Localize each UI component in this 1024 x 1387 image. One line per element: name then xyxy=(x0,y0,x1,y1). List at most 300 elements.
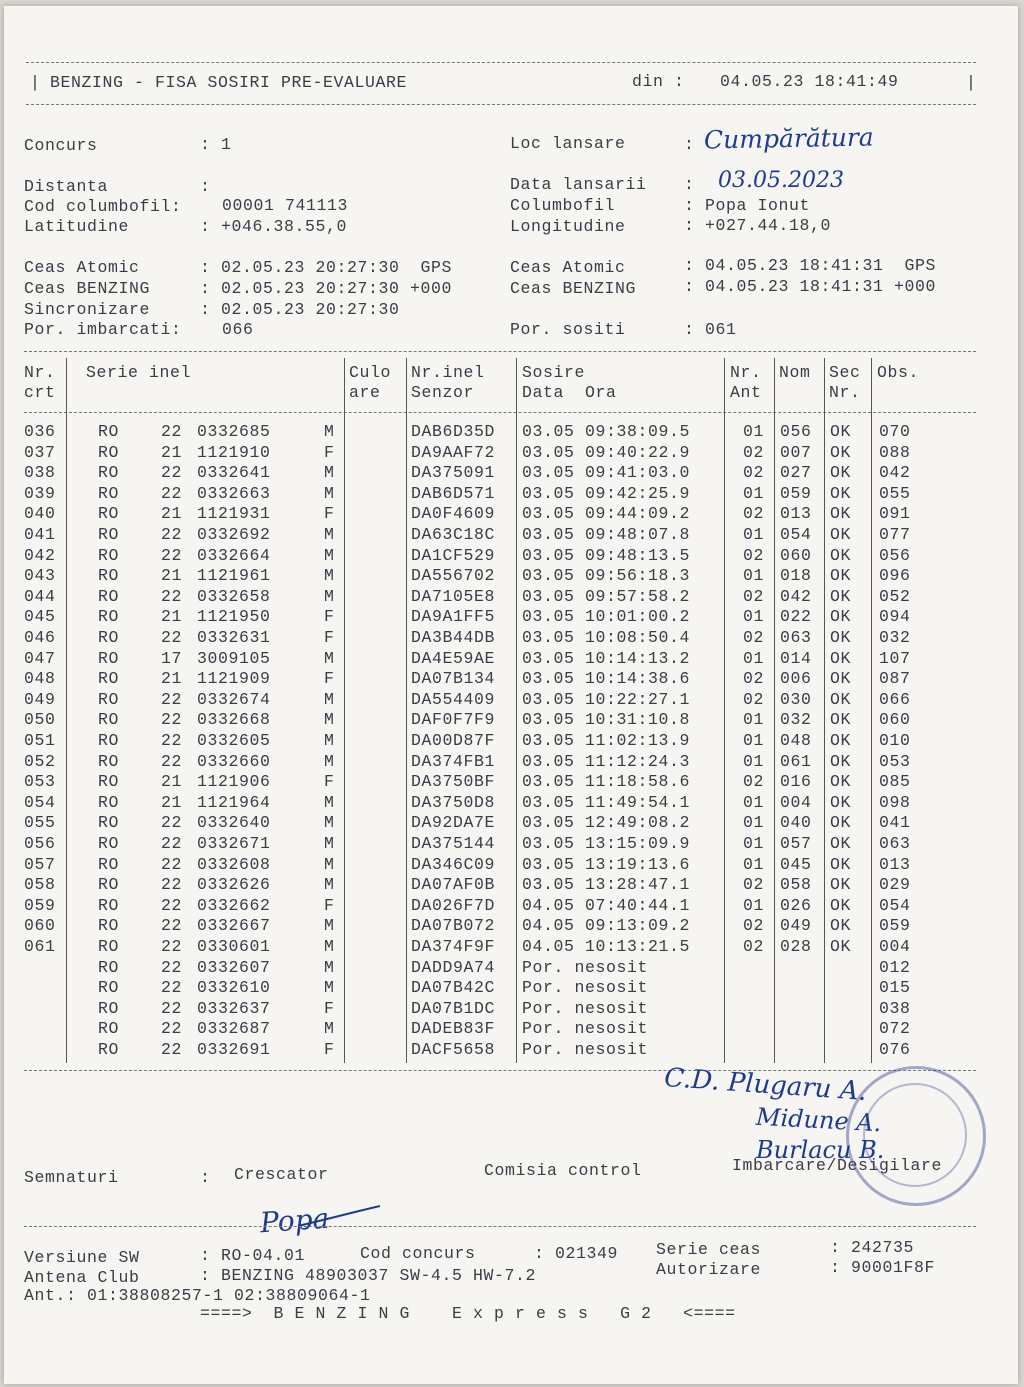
row-ring-number: 0332691 xyxy=(197,1040,271,1059)
row-ring-number: 0332674 xyxy=(197,689,271,709)
row-sensor-id: DA554409 xyxy=(411,689,496,709)
row-arrival-time: 03.05 13:28:47.1 xyxy=(522,875,691,895)
row-nr-crt: 036 xyxy=(24,422,56,441)
row-ring-number: 0332608 xyxy=(197,854,271,874)
row-arrival-time: 03.05 09:48:13.5 xyxy=(522,545,691,565)
row-obs: 060 xyxy=(879,710,911,730)
row-antenna: 02 xyxy=(743,545,765,565)
row-sex: F xyxy=(324,628,335,647)
row-nom: 018 xyxy=(780,566,812,586)
table-row xyxy=(4,525,1018,546)
row-nr-crt: 039 xyxy=(24,483,56,503)
row-obs: 038 xyxy=(879,998,911,1018)
table-row xyxy=(4,710,1018,731)
row-ring-number: 0332607 xyxy=(197,957,271,977)
row-sensor-id: DA9AAF72 xyxy=(411,442,496,462)
data-lansarii-handwritten: 03.05.2023 xyxy=(718,168,844,193)
row-security: OK xyxy=(830,442,852,462)
row-obs: 096 xyxy=(879,566,911,586)
longitudine-label: Longitudine xyxy=(510,217,626,236)
row-sex: M xyxy=(324,1019,335,1039)
row-obs: 088 xyxy=(879,442,911,462)
row-antenna: 01 xyxy=(743,483,765,503)
row-ring-number: 1121931 xyxy=(197,504,271,524)
row-nom: 054 xyxy=(780,525,812,544)
row-country: RO xyxy=(98,937,120,956)
row-arrival-time: 03.05 09:38:09.5 xyxy=(522,422,691,441)
row-nr-crt: 057 xyxy=(24,854,56,874)
row-sex: M xyxy=(324,586,335,606)
table-top-rule xyxy=(24,351,976,352)
row-security: OK xyxy=(830,916,852,936)
row-country: RO xyxy=(98,525,120,544)
row-ring-number: 0332668 xyxy=(197,710,271,730)
row-arrival-time: 03.05 11:02:13.9 xyxy=(522,731,691,750)
row-antenna: 02 xyxy=(743,916,765,936)
row-obs: 091 xyxy=(879,504,911,524)
row-ring-number: 1121910 xyxy=(197,442,271,462)
row-obs: 059 xyxy=(879,916,911,936)
table-row xyxy=(4,937,1018,958)
th-data-ora: Data Ora xyxy=(522,383,617,402)
row-year: 21 xyxy=(161,792,183,812)
row-nr-crt: 051 xyxy=(24,731,56,750)
row-obs: 029 xyxy=(879,875,911,895)
row-sensor-id: DA026F7D xyxy=(411,895,496,915)
table-row xyxy=(4,628,1018,649)
antenna-serials: Ant.: 01:38808257-1 02:38809064-1 xyxy=(24,1286,371,1305)
row-nr-crt: 045 xyxy=(24,607,56,627)
row-ring-number: 3009105 xyxy=(197,648,271,668)
row-sensor-id: DA63C18C xyxy=(411,525,496,544)
row-sex: M xyxy=(324,731,335,750)
row-nr-crt: 046 xyxy=(24,628,56,647)
row-ring-number: 0330601 xyxy=(197,937,271,956)
table-row xyxy=(4,793,1018,814)
row-year: 22 xyxy=(161,1019,183,1039)
table-row xyxy=(4,649,1018,670)
row-antenna: 01 xyxy=(743,422,765,441)
table-bottom-rule xyxy=(24,1070,976,1071)
row-country: RO xyxy=(98,586,120,606)
row-sensor-id: DA07B072 xyxy=(411,916,496,936)
table-row xyxy=(4,484,1018,505)
row-obs: 053 xyxy=(879,751,911,771)
row-year: 22 xyxy=(161,978,183,998)
header-bottom-rule xyxy=(26,104,976,105)
row-ring-number: 0332662 xyxy=(197,895,271,915)
distanta-value: : xyxy=(200,177,211,196)
row-year: 17 xyxy=(161,648,183,668)
row-security: OK xyxy=(830,463,852,483)
row-country: RO xyxy=(98,731,120,750)
row-arrival-time: 03.05 10:14:13.2 xyxy=(522,648,691,668)
th-nr-inel: Nr.inel xyxy=(411,363,485,382)
row-year: 22 xyxy=(161,813,183,833)
row-antenna: 01 xyxy=(743,648,765,668)
footer-top-rule xyxy=(24,1226,976,1227)
row-country: RO xyxy=(98,669,120,689)
row-sex: M xyxy=(324,689,335,709)
row-sex: M xyxy=(324,648,335,668)
row-obs: 072 xyxy=(879,1019,911,1039)
row-obs: 042 xyxy=(879,463,911,483)
row-nom: 060 xyxy=(780,545,812,565)
row-country: RO xyxy=(98,792,120,812)
row-sex: F xyxy=(324,895,335,915)
th-are: are xyxy=(349,383,381,402)
row-country: RO xyxy=(98,463,120,483)
row-year: 22 xyxy=(161,422,183,441)
row-nr-crt: 050 xyxy=(24,710,56,730)
porumbei-imbarcati-label: Por. imbarcati: xyxy=(24,320,182,339)
table-row xyxy=(4,504,1018,525)
row-ring-number: 0332641 xyxy=(197,463,271,483)
imbarcare-desigilare-label: Imbarcare/Desigilare xyxy=(732,1156,943,1175)
row-nom: 056 xyxy=(780,422,812,441)
row-country: RO xyxy=(98,834,120,853)
row-nom: 048 xyxy=(780,731,812,750)
row-sensor-id: DA0F4609 xyxy=(411,504,496,524)
row-sensor-id: DAF0F7F9 xyxy=(411,710,496,730)
row-antenna: 02 xyxy=(743,937,765,956)
row-year: 21 xyxy=(161,772,183,792)
row-arrival-time: 03.05 11:12:24.3 xyxy=(522,751,691,771)
row-nr-crt: 061 xyxy=(24,937,56,956)
row-year: 22 xyxy=(161,586,183,606)
th-nr: Nr. xyxy=(24,363,56,382)
table-row xyxy=(4,772,1018,793)
row-year: 22 xyxy=(161,854,183,874)
ceas-atomic-start-label: Ceas Atomic xyxy=(24,258,140,277)
table-row xyxy=(4,916,1018,937)
row-antenna: 01 xyxy=(743,525,765,544)
porumbei-imbarcati-value: 066 xyxy=(222,320,254,339)
row-antenna: 02 xyxy=(743,463,765,483)
commission-signature-1: C.D. Plugaru A. xyxy=(663,1062,868,1108)
row-sex: F xyxy=(324,998,335,1018)
row-sex: M xyxy=(324,483,335,503)
latitudine-label: Latitudine xyxy=(24,217,130,236)
row-arrival-time: 03.05 11:18:58.6 xyxy=(522,772,691,792)
row-security: OK xyxy=(830,545,852,565)
row-sex: M xyxy=(324,957,335,977)
table-row xyxy=(4,1019,1018,1040)
row-sex: M xyxy=(324,854,335,874)
row-arrival-time: Por. nesosit xyxy=(522,1040,649,1059)
row-ring-number: 0332658 xyxy=(197,586,271,606)
row-year: 22 xyxy=(161,957,183,977)
row-obs: 012 xyxy=(879,957,911,977)
row-sensor-id: DA92DA7E xyxy=(411,813,496,833)
row-sensor-id: DA374FB1 xyxy=(411,751,496,771)
row-antenna: 01 xyxy=(743,813,765,833)
row-sensor-id: DAB6D35D xyxy=(411,422,496,441)
row-country: RO xyxy=(98,957,120,977)
antena-club-label: Antena Club xyxy=(24,1268,140,1287)
concurs-value: : 1 xyxy=(200,135,232,154)
row-country: RO xyxy=(98,978,120,998)
row-year: 22 xyxy=(161,937,183,956)
row-nom: 057 xyxy=(780,834,812,853)
row-year: 22 xyxy=(161,895,183,915)
row-year: 22 xyxy=(161,710,183,730)
row-nom: 027 xyxy=(780,463,812,483)
row-nom: 063 xyxy=(780,628,812,647)
table-row xyxy=(4,958,1018,979)
row-arrival-time: 04.05 10:13:21.5 xyxy=(522,937,691,956)
row-security: OK xyxy=(830,628,852,647)
row-antenna: 02 xyxy=(743,669,765,689)
row-arrival-time: 03.05 10:14:38.6 xyxy=(522,669,691,689)
row-ring-number: 0332640 xyxy=(197,813,271,833)
semnaturi-colon: : xyxy=(200,1168,211,1187)
row-country: RO xyxy=(98,422,120,441)
row-country: RO xyxy=(98,504,120,524)
row-arrival-time: 03.05 11:49:54.1 xyxy=(522,792,691,812)
row-arrival-time: 03.05 09:40:22.9 xyxy=(522,442,691,462)
header-top-rule xyxy=(26,62,976,63)
th-nr-ant: Nr. xyxy=(730,363,762,382)
serie-ceas-value: : 242735 xyxy=(830,1238,915,1257)
row-obs: 052 xyxy=(879,586,911,606)
row-ring-number: 1121909 xyxy=(197,669,271,689)
table-row xyxy=(4,546,1018,567)
row-security: OK xyxy=(830,772,852,792)
table-row xyxy=(4,999,1018,1020)
row-ring-number: 0332664 xyxy=(197,545,271,565)
table-row xyxy=(4,690,1018,711)
row-sex: F xyxy=(324,669,335,689)
th-nom: Nom xyxy=(779,363,811,382)
table-row xyxy=(4,607,1018,628)
row-nr-crt: 047 xyxy=(24,648,56,668)
row-country: RO xyxy=(98,483,120,503)
row-nom: 058 xyxy=(780,875,812,895)
row-obs: 010 xyxy=(879,731,911,750)
row-security: OK xyxy=(830,751,852,771)
row-arrival-time: 03.05 10:31:10.8 xyxy=(522,710,691,730)
row-ring-number: 0332687 xyxy=(197,1019,271,1039)
row-nom: 013 xyxy=(780,504,812,524)
autorizare-label: Autorizare xyxy=(656,1260,762,1279)
row-ring-number: 0332605 xyxy=(197,731,271,750)
benzing-express-banner: ====> B E N Z I N G E x p r e s s G 2 <==== xyxy=(200,1304,736,1323)
row-security: OK xyxy=(830,792,852,812)
distanta-label: Distanta xyxy=(24,177,109,196)
row-security: OK xyxy=(830,422,852,441)
row-sensor-id: DA07AF0B xyxy=(411,875,496,895)
table-row xyxy=(4,813,1018,834)
row-sensor-id: DA4E59AE xyxy=(411,648,496,668)
ceas-atomic-start-value: : 02.05.23 20:27:30 GPS xyxy=(200,258,453,277)
table-row xyxy=(4,752,1018,773)
row-sex: M xyxy=(324,834,335,853)
row-year: 21 xyxy=(161,607,183,627)
row-year: 21 xyxy=(161,669,183,689)
row-sex: M xyxy=(324,937,335,956)
row-sensor-id: DA3750D8 xyxy=(411,792,496,812)
row-arrival-time: Por. nesosit xyxy=(522,978,649,998)
cod-columbofil-label: Cod columbofil: xyxy=(24,197,182,216)
cod-concurs-value: : 021349 xyxy=(534,1244,619,1263)
crescator-signature: Popa xyxy=(258,1201,331,1240)
row-sex: M xyxy=(324,916,335,936)
row-year: 22 xyxy=(161,483,183,503)
ceas-benzing-start-label: Ceas BENZING xyxy=(24,279,151,298)
row-country: RO xyxy=(98,648,120,668)
row-year: 22 xyxy=(161,545,183,565)
row-ring-number: 1121906 xyxy=(197,772,271,792)
row-sex: M xyxy=(324,463,335,483)
row-sensor-id: DACF5658 xyxy=(411,1040,496,1059)
table-row xyxy=(4,731,1018,752)
row-arrival-time: 03.05 13:19:13.6 xyxy=(522,854,691,874)
row-sensor-id: DA9A1FF5 xyxy=(411,607,496,627)
row-country: RO xyxy=(98,751,120,771)
row-nr-crt: 049 xyxy=(24,689,56,709)
row-nom: 026 xyxy=(780,895,812,915)
row-ring-number: 0332671 xyxy=(197,834,271,853)
row-obs: 070 xyxy=(879,422,911,441)
row-antenna: 02 xyxy=(743,875,765,895)
row-sensor-id: DA7105E8 xyxy=(411,586,496,606)
row-year: 22 xyxy=(161,525,183,544)
row-nom: 040 xyxy=(780,813,812,833)
row-country: RO xyxy=(98,607,120,627)
row-nr-crt: 038 xyxy=(24,463,56,483)
table-row xyxy=(4,896,1018,917)
row-ring-number: 0332692 xyxy=(197,525,271,544)
row-nom: 007 xyxy=(780,442,812,462)
row-nom: 045 xyxy=(780,854,812,874)
row-sensor-id: DA374F9F xyxy=(411,937,496,956)
row-nom: 059 xyxy=(780,483,812,503)
row-country: RO xyxy=(98,772,120,792)
data-lansarii-label: Data lansarii xyxy=(510,175,647,194)
row-nr-crt: 044 xyxy=(24,586,56,606)
row-nom: 004 xyxy=(780,792,812,812)
row-antenna: 01 xyxy=(743,895,765,915)
row-sex: M xyxy=(324,545,335,565)
row-sex: M xyxy=(324,875,335,895)
row-nr-crt: 052 xyxy=(24,751,56,771)
row-arrival-time: 03.05 10:22:27.1 xyxy=(522,689,691,709)
row-country: RO xyxy=(98,1019,120,1039)
row-ring-number: 0332667 xyxy=(197,916,271,936)
row-country: RO xyxy=(98,710,120,730)
th-sec: Sec xyxy=(829,363,861,382)
row-arrival-time: 03.05 10:08:50.4 xyxy=(522,628,691,647)
document-sheet xyxy=(4,6,1018,1384)
row-nr-crt: 041 xyxy=(24,525,56,544)
row-nom: 028 xyxy=(780,937,812,956)
row-ring-number: 1121950 xyxy=(197,607,271,627)
row-antenna: 01 xyxy=(743,834,765,853)
row-sex: F xyxy=(324,442,335,462)
sincronizare-value: : 02.05.23 20:27:30 xyxy=(200,300,400,319)
row-nom: 006 xyxy=(780,669,812,689)
row-security: OK xyxy=(830,813,852,833)
row-arrival-time: Por. nesosit xyxy=(522,1019,649,1039)
row-arrival-time: 03.05 09:41:03.0 xyxy=(522,463,691,483)
row-year: 22 xyxy=(161,751,183,771)
row-sex: F xyxy=(324,1040,335,1059)
row-arrival-time: 04.05 07:40:44.1 xyxy=(522,895,691,915)
row-arrival-time: 03.05 09:44:09.2 xyxy=(522,504,691,524)
row-security: OK xyxy=(830,566,852,586)
row-nr-crt: 037 xyxy=(24,442,56,462)
th-sec-nr: Nr. xyxy=(829,383,861,402)
row-security: OK xyxy=(830,607,852,627)
header-right-bar: | xyxy=(966,73,977,92)
row-country: RO xyxy=(98,998,120,1018)
row-sensor-id: DA07B42C xyxy=(411,978,496,998)
row-sensor-id: DA1CF529 xyxy=(411,545,496,565)
commission-signature-2: Midune A. xyxy=(755,1102,882,1138)
row-year: 22 xyxy=(161,834,183,853)
row-country: RO xyxy=(98,566,120,586)
row-year: 21 xyxy=(161,442,183,462)
row-year: 21 xyxy=(161,504,183,524)
table-row xyxy=(4,1040,1018,1061)
th-serie-inel: Serie inel xyxy=(86,363,192,382)
crescator-label: Crescator xyxy=(234,1165,329,1184)
row-security: OK xyxy=(830,875,852,895)
row-year: 22 xyxy=(161,875,183,895)
row-ring-number: 1121961 xyxy=(197,566,271,586)
row-nr-crt: 056 xyxy=(24,834,56,853)
row-nom: 049 xyxy=(780,916,812,936)
row-security: OK xyxy=(830,895,852,915)
row-arrival-time: Por. nesosit xyxy=(522,957,649,977)
row-arrival-time: 03.05 12:49:08.2 xyxy=(522,813,691,833)
row-country: RO xyxy=(98,813,120,833)
row-security: OK xyxy=(830,483,852,503)
autorizare-value: : 90001F8F xyxy=(830,1258,936,1277)
loc-lansare-handwritten: Cumpărătura xyxy=(703,122,874,155)
row-antenna: 02 xyxy=(743,628,765,647)
row-nr-crt: 058 xyxy=(24,875,56,895)
row-nom: 042 xyxy=(780,586,812,606)
row-ring-number: 0332626 xyxy=(197,875,271,895)
row-obs: 076 xyxy=(879,1040,911,1059)
commission-signature-3: Burlacu B. xyxy=(756,1136,885,1164)
row-nom: 030 xyxy=(780,689,812,709)
row-country: RO xyxy=(98,628,120,647)
report-timestamp: 04.05.23 18:41:49 xyxy=(720,72,899,91)
row-country: RO xyxy=(98,1040,120,1059)
columbofil-label: Columbofil xyxy=(510,196,616,215)
semnaturi-label: Semnaturi xyxy=(24,1168,119,1187)
table-row xyxy=(4,875,1018,896)
row-sensor-id: DA375144 xyxy=(411,834,496,853)
row-antenna: 01 xyxy=(743,751,765,771)
row-obs: 054 xyxy=(879,895,911,915)
row-sensor-id: DAB6D571 xyxy=(411,483,496,503)
row-antenna: 01 xyxy=(743,731,765,750)
row-arrival-time: 03.05 09:57:58.2 xyxy=(522,586,691,606)
row-antenna: 01 xyxy=(743,710,765,730)
report-din-label: din : xyxy=(632,72,685,91)
columbofil-value: : Popa Ionut xyxy=(684,196,811,215)
longitudine-value: : +027.44.18,0 xyxy=(684,216,832,235)
row-sensor-id: DA346C09 xyxy=(411,854,496,874)
row-security: OK xyxy=(830,525,852,544)
porumbei-sositi-label: Por. sositi xyxy=(510,320,626,339)
row-ring-number: 0332663 xyxy=(197,483,271,503)
row-antenna: 02 xyxy=(743,772,765,792)
